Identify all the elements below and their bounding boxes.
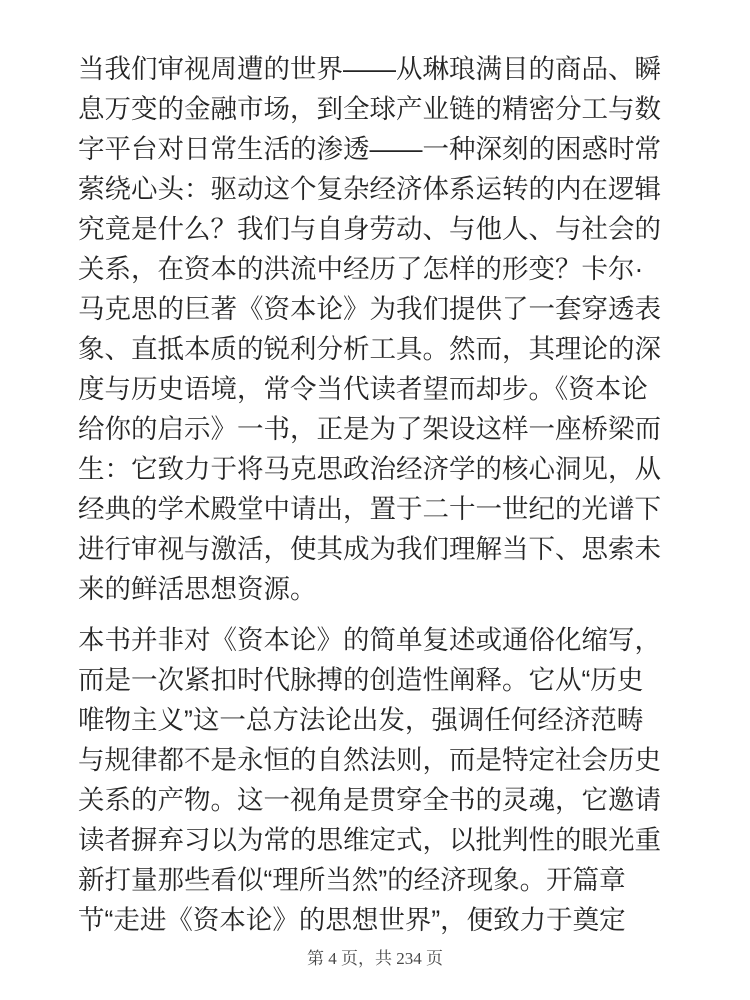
page-content [78, 49, 664, 951]
paragraph-1: 当我们审视周遭的世界——从琳琅满目的商品、瞬息万变的金融市场，到全球产业链的精密分工与数字平台对日常生活的渗透——一种深刻的困惑时常萦绕心头：驱动这个复杂经济体系运转的内在逻辑究竟是什么？我们与自身劳动、与他人、与社会的关系，在资本的洪流中经历了怎样的形变？卡尔·马克思的巨著《资本论》为我们提供了一套穿透表象、直抵本质的锐利分析工具。然而，其理论的深度与历史语境，常令当代读者望而却步。《资本论给你的启示》一书，正是为了架设这样一座桥梁而生：它致力于将马克思政治经济学的核心洞见，从经典的学术殿堂中请出，置于二十一世纪的光谱下进行审视与激活，使其成为我们理解当下、思索未来的鲜活思想资源。 [78, 54, 661, 604]
page-number-indicator: 第 4 页，共 234 页 [307, 949, 443, 968]
paragraph-2: 本书并非对《资本论》的简单复述或通俗化缩写，而是一次紧扣时代脉搏的创造性阐释。它从“历史唯物主义”这一总方法论出发，强调任何经济范畴与规律都不是永恒的自然法则，而是特定社会历史关系的产物。这一视角是贯穿全书的灵魂，它邀请读者摒弃习以为常的思维定式，以批判性的眼光重新打量那些看似“理所当然”的经济现象。开篇章节“走进《资本论》的思想世界”，便致力于奠定 [78, 625, 661, 935]
